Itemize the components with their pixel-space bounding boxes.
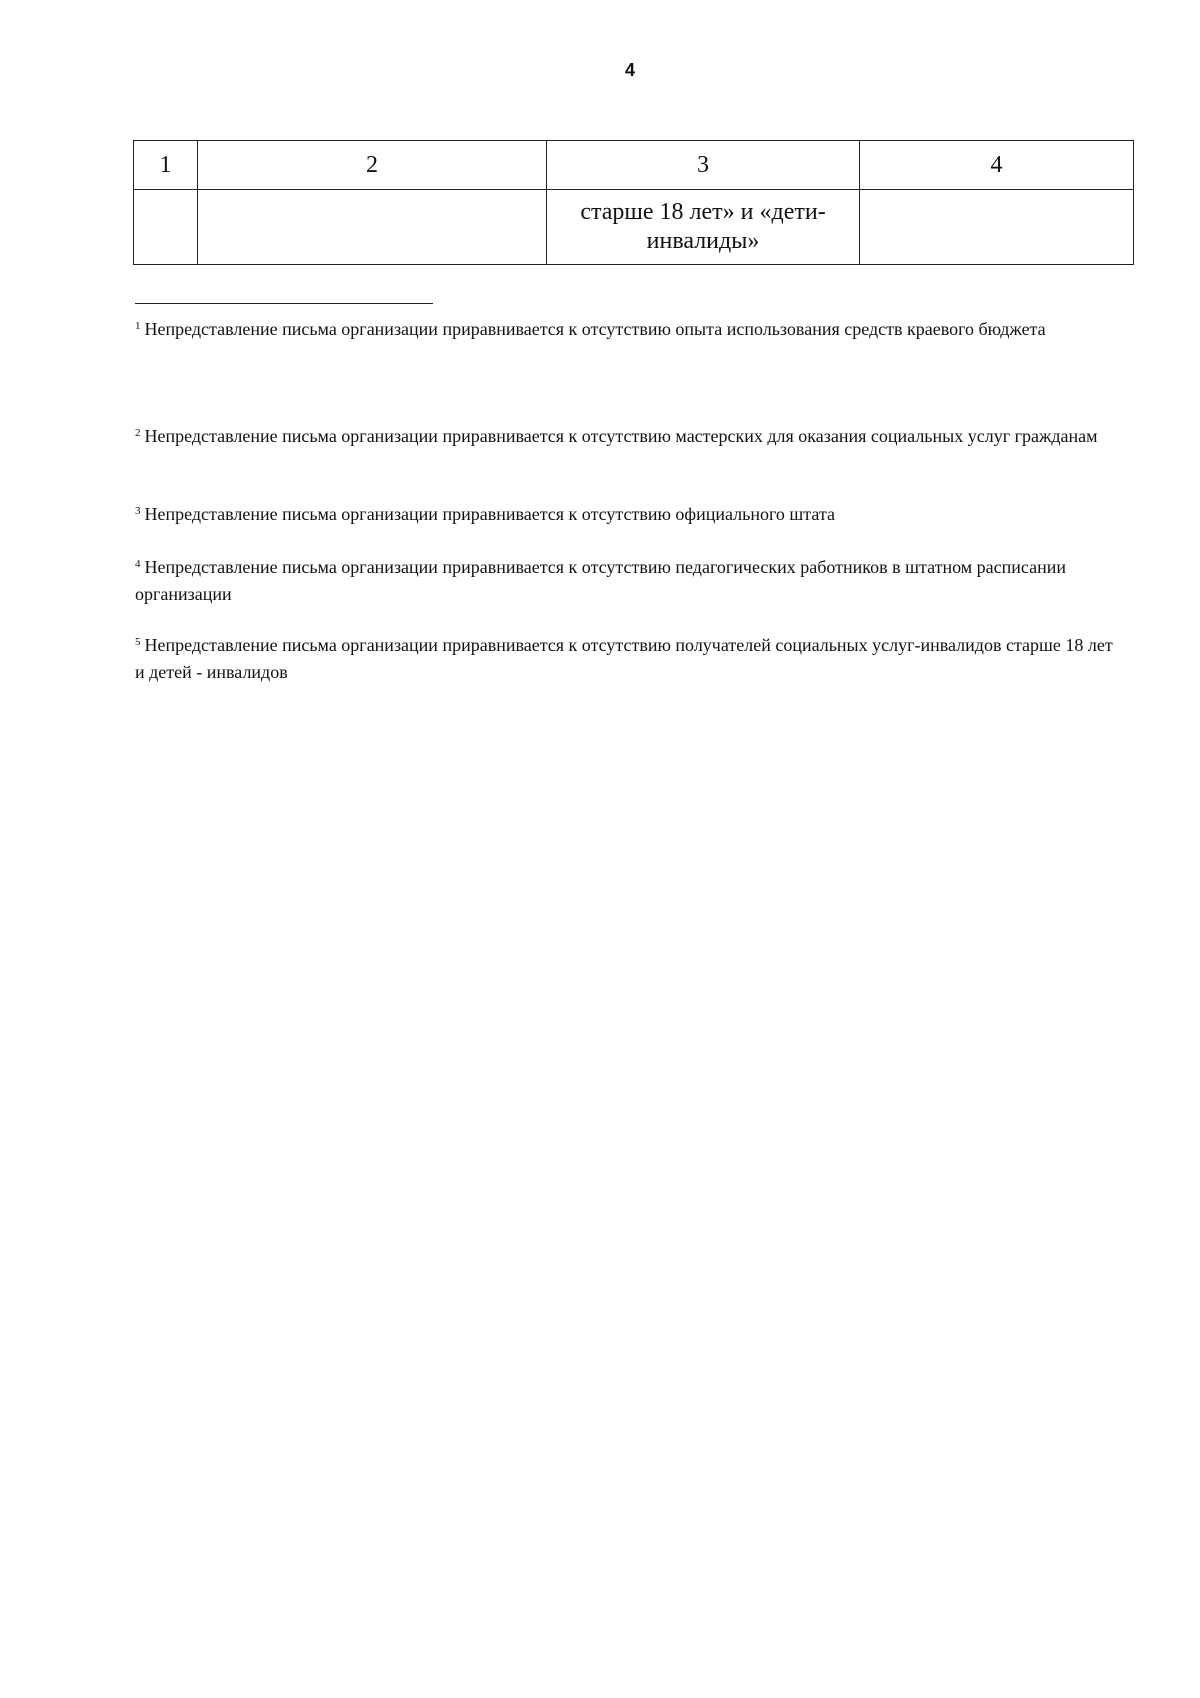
footnote-text: Непредставление письма организации приравнивается к отсутствию опыта использования средств краевого бюджета	[144, 319, 1046, 339]
footnote-text: Непредставление письма организации приравнивается к отсутствию получателей социальных услуг-инвалидов старше 18 лет и детей - инвалидов	[135, 635, 1113, 682]
footnote-marker: 3	[135, 505, 141, 517]
footnote-5	[135, 632, 1120, 686]
footnote-text: Непредставление письма организации приравнивается к отсутствию педагогических работников в штатном расписании организации	[135, 557, 1066, 604]
footnote-1	[135, 316, 1120, 343]
column-number-1: 1	[134, 141, 198, 190]
column-number-2: 2	[198, 141, 547, 190]
column-number-4: 4	[860, 141, 1134, 190]
table-cell-col-3: старше 18 лет» и «дети-инвалиды»	[547, 190, 860, 265]
footnote-3	[135, 501, 1120, 528]
footnote-4	[135, 554, 1120, 608]
column-number-3: 3	[547, 141, 860, 190]
footnote-marker: 1	[135, 320, 141, 332]
continuation-table	[133, 140, 1134, 265]
table-header-row	[134, 141, 1134, 190]
footnote-marker: 5	[135, 636, 141, 648]
table-cell-col-2	[198, 190, 547, 265]
page-number: 4	[624, 60, 635, 80]
footnote-marker: 2	[135, 427, 141, 439]
table-cell-col-4	[860, 190, 1134, 265]
table-row	[134, 190, 1134, 265]
footnote-separator	[135, 303, 433, 304]
footnote-marker: 4	[135, 558, 141, 570]
footnote-text: Непредставление письма организации приравнивается к отсутствию мастерских для оказания социальных услуг гражданам	[144, 426, 1098, 446]
footnote-2	[135, 423, 1120, 450]
footnote-text: Непредставление письма организации приравнивается к отсутствию официального штата	[144, 504, 835, 524]
table-cell-col-1	[134, 190, 198, 265]
